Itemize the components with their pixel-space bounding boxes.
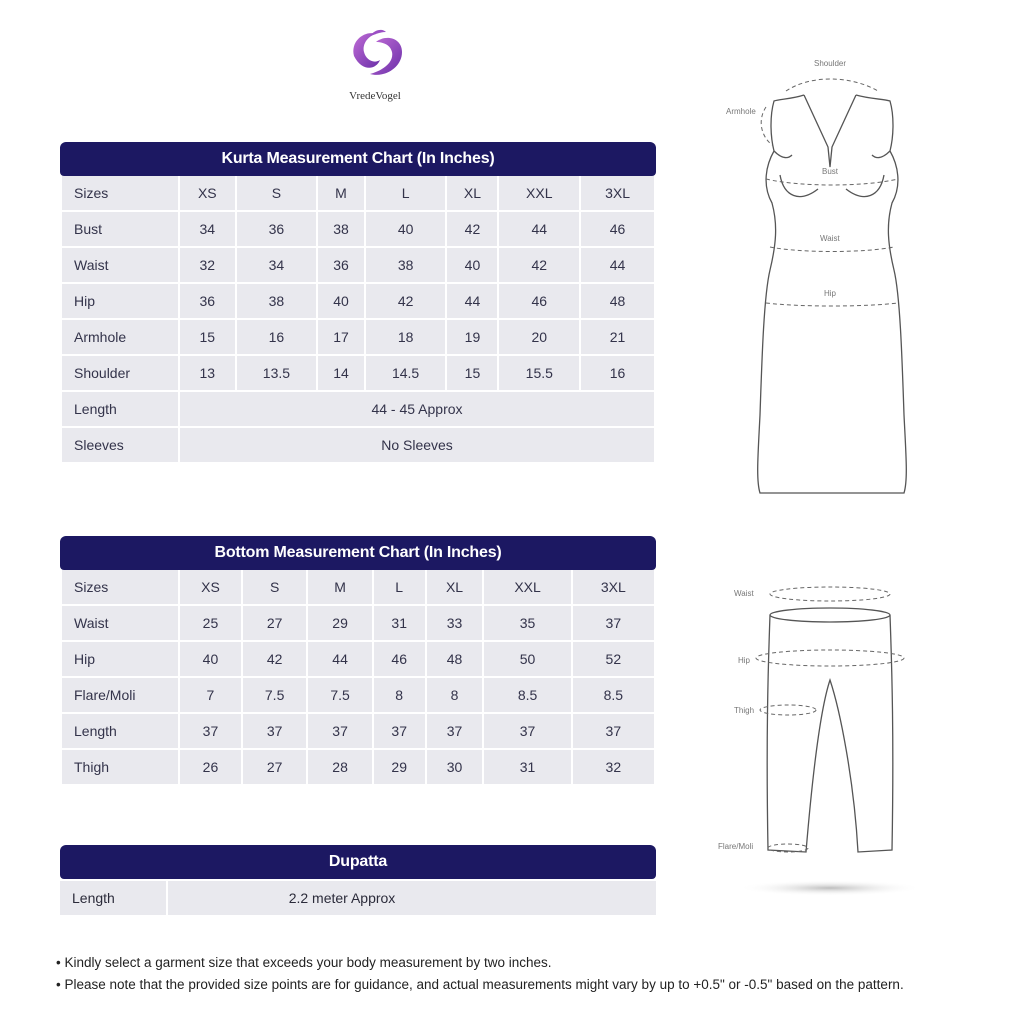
table-row — [62, 320, 654, 356]
size-header: M — [308, 570, 371, 606]
table-cell: 33 — [427, 606, 483, 642]
table-cell: 7 — [180, 678, 241, 714]
table-cell: 37 — [374, 714, 425, 750]
bottom-chart-title: Bottom Measurement Chart (In Inches) — [60, 536, 656, 570]
table-cell: 13.5 — [237, 356, 317, 392]
kurta-chart — [60, 142, 656, 464]
size-header: XL — [447, 176, 497, 212]
table-cell: 7.5 — [308, 678, 371, 714]
row-label: Shoulder — [62, 356, 178, 392]
table-cell: 37 — [573, 606, 654, 642]
row-label: Hip — [62, 642, 178, 678]
table-row — [62, 428, 654, 464]
table-cell: 32 — [573, 750, 654, 786]
row-label: Waist — [62, 606, 178, 642]
table-cell: 37 — [308, 714, 371, 750]
table-cell: 42 — [243, 642, 306, 678]
kurta-outline-icon — [700, 55, 960, 505]
table-cell: 44 — [308, 642, 371, 678]
table-cell: 37 — [573, 714, 654, 750]
table-row — [62, 284, 654, 320]
table-cell: 15 — [180, 320, 235, 356]
table-cell: 14.5 — [366, 356, 446, 392]
row-label: Length — [60, 881, 166, 915]
table-cell: 15.5 — [499, 356, 579, 392]
hip-label: Hip — [824, 289, 837, 298]
table-cell: 26 — [180, 750, 241, 786]
pants-waist-label: Waist — [734, 589, 754, 598]
table-row — [62, 714, 654, 750]
bottom-chart — [60, 536, 656, 786]
table-cell: 35 — [484, 606, 570, 642]
table-cell: 29 — [374, 750, 425, 786]
table-cell: 46 — [581, 212, 654, 248]
table-row — [62, 750, 654, 786]
table-cell: 20 — [499, 320, 579, 356]
table-cell: 16 — [237, 320, 317, 356]
table-cell: 17 — [318, 320, 364, 356]
table-cell: 42 — [499, 248, 579, 284]
row-label: Length — [62, 714, 178, 750]
bird-logo-icon — [340, 26, 410, 86]
row-label: Waist — [62, 248, 178, 284]
shoulder-label: Shoulder — [814, 59, 847, 68]
table-cell: 18 — [366, 320, 446, 356]
kurta-chart-title: Kurta Measurement Chart (In Inches) — [60, 142, 656, 176]
table-cell: No Sleeves — [180, 428, 654, 464]
table-cell: 36 — [318, 248, 364, 284]
size-header: S — [237, 176, 317, 212]
table-row — [62, 356, 654, 392]
kurta-table — [60, 176, 656, 464]
table-cell: 42 — [447, 212, 497, 248]
brand-logo — [336, 26, 414, 102]
table-cell: 44 — [499, 212, 579, 248]
table-cell: 48 — [581, 284, 654, 320]
table-row — [62, 212, 654, 248]
size-header: XL — [427, 570, 483, 606]
row-label: Length — [62, 392, 178, 428]
size-header: L — [366, 176, 446, 212]
table-cell: 38 — [318, 212, 364, 248]
table-row — [62, 248, 654, 284]
table-cell: 31 — [374, 606, 425, 642]
bottom-table — [60, 570, 656, 786]
table-cell: 40 — [366, 212, 446, 248]
table-row — [60, 881, 656, 915]
row-label: Armhole — [62, 320, 178, 356]
table-cell: 2.2 meter Approx — [168, 881, 656, 915]
table-cell: 44 - 45 Approx — [180, 392, 654, 428]
pants-hip-label: Hip — [738, 656, 751, 665]
table-cell: 38 — [366, 248, 446, 284]
pants-outline-icon — [712, 580, 942, 900]
table-cell: 37 — [484, 714, 570, 750]
size-header: XXL — [499, 176, 579, 212]
table-cell: 40 — [180, 642, 241, 678]
note-line: • Kindly select a garment size that exceeds your body measurement by two inches. — [56, 955, 552, 970]
size-header: M — [318, 176, 364, 212]
brand-name: VredeVogel — [349, 90, 401, 102]
table-cell: 40 — [447, 248, 497, 284]
table-cell: 31 — [484, 750, 570, 786]
table-row — [62, 642, 654, 678]
table-cell: 38 — [237, 284, 317, 320]
table-cell: 19 — [447, 320, 497, 356]
table-cell: 15 — [447, 356, 497, 392]
kurta-diagram — [700, 55, 960, 505]
table-row — [62, 606, 654, 642]
table-row — [62, 176, 654, 212]
size-header: XS — [180, 570, 241, 606]
table-cell: 46 — [374, 642, 425, 678]
row-label: Hip — [62, 284, 178, 320]
size-header: S — [243, 570, 306, 606]
table-cell: 32 — [180, 248, 235, 284]
table-cell: 36 — [237, 212, 317, 248]
table-cell: 21 — [581, 320, 654, 356]
notes — [56, 952, 904, 996]
table-cell: 46 — [499, 284, 579, 320]
table-cell: 25 — [180, 606, 241, 642]
dupatta-title: Dupatta — [60, 845, 656, 879]
table-cell: 44 — [447, 284, 497, 320]
size-header: XXL — [484, 570, 570, 606]
table-cell: 28 — [308, 750, 371, 786]
table-cell: 8.5 — [484, 678, 570, 714]
armhole-label: Armhole — [726, 107, 756, 116]
table-cell: 40 — [318, 284, 364, 320]
waist-label: Waist — [820, 234, 840, 243]
size-header: 3XL — [581, 176, 654, 212]
size-header: 3XL — [573, 570, 654, 606]
table-cell: 37 — [180, 714, 241, 750]
table-cell: 29 — [308, 606, 371, 642]
table-row — [62, 678, 654, 714]
pants-thigh-label: Thigh — [734, 706, 755, 715]
bottom-diagram — [712, 580, 942, 900]
table-row — [62, 570, 654, 606]
row-label: Flare/Moli — [62, 678, 178, 714]
table-cell: 37 — [427, 714, 483, 750]
row-label: Sizes — [62, 570, 178, 606]
table-cell: 48 — [427, 642, 483, 678]
row-label: Bust — [62, 212, 178, 248]
row-label: Sleeves — [62, 428, 178, 464]
table-cell: 7.5 — [243, 678, 306, 714]
bust-label: Bust — [822, 167, 839, 176]
table-cell: 37 — [243, 714, 306, 750]
table-cell: 27 — [243, 750, 306, 786]
table-cell: 36 — [180, 284, 235, 320]
table-cell: 8.5 — [573, 678, 654, 714]
table-cell: 8 — [374, 678, 425, 714]
table-cell: 44 — [581, 248, 654, 284]
table-cell: 16 — [581, 356, 654, 392]
table-cell: 50 — [484, 642, 570, 678]
table-cell: 52 — [573, 642, 654, 678]
row-label: Sizes — [62, 176, 178, 212]
table-cell: 34 — [237, 248, 317, 284]
table-cell: 42 — [366, 284, 446, 320]
pants-flare-label: Flare/Moli — [718, 842, 754, 851]
table-cell: 14 — [318, 356, 364, 392]
size-header: XS — [180, 176, 235, 212]
table-cell: 27 — [243, 606, 306, 642]
table-cell: 30 — [427, 750, 483, 786]
note-line: • Please note that the provided size points are for guidance, and actual measurements might vary by up to +0.5" or -0.5" based on the pattern. — [56, 977, 904, 992]
size-header: L — [374, 570, 425, 606]
table-cell: 13 — [180, 356, 235, 392]
table-cell: 34 — [180, 212, 235, 248]
dupatta-chart — [60, 845, 656, 915]
table-cell: 8 — [427, 678, 483, 714]
table-row — [62, 392, 654, 428]
row-label: Thigh — [62, 750, 178, 786]
